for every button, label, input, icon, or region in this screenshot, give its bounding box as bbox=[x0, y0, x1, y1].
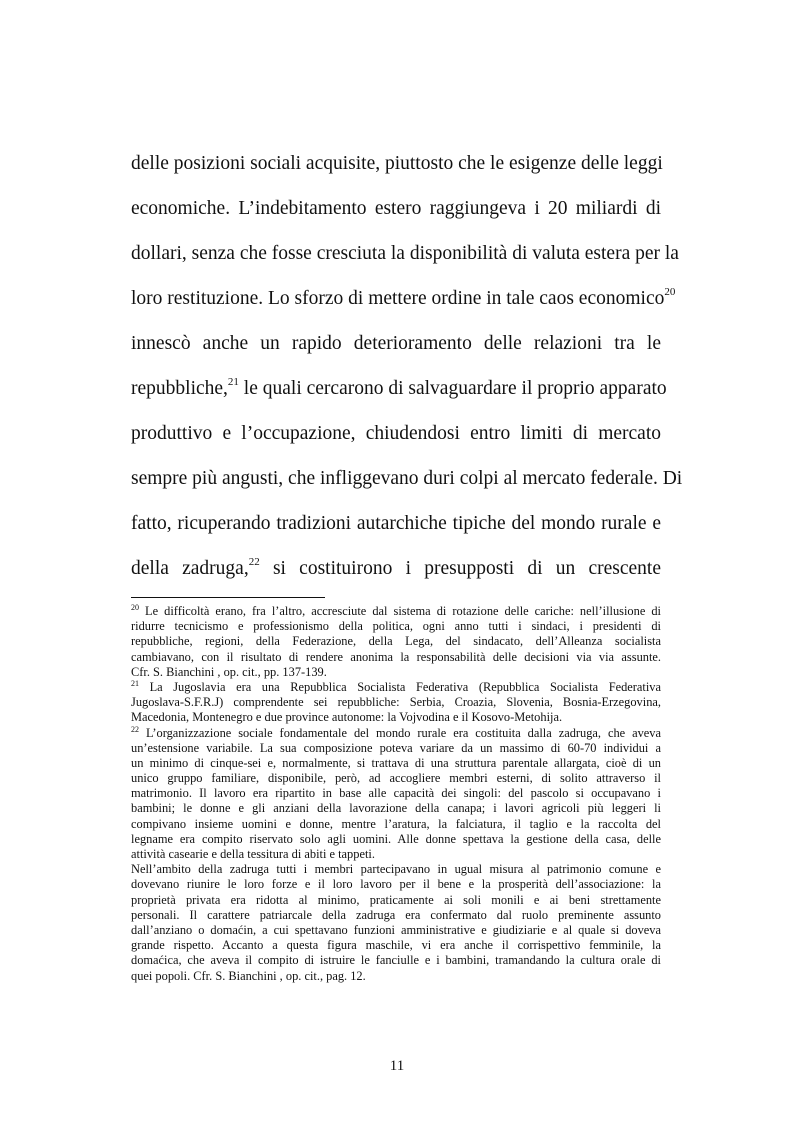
footnote-line: Macedonia, Montenegro e due province autonome: la Vojvodina e il Kosovo-Metohija. bbox=[131, 710, 563, 725]
body-text-line: sempre più angusti, che infliggevano duri colpi al mercato federale. Di bbox=[131, 468, 683, 489]
footnote-mark-21: 21 bbox=[131, 679, 139, 688]
footnote-mark-20: 20 bbox=[131, 604, 139, 612]
footnote-line: grande rispetto. Accanto a questa figura maschile, vi era anche il corrispettivo femminile, la bbox=[131, 938, 661, 953]
footnote-line: attività casearie e della tessitura di abiti e tappeti. bbox=[131, 847, 375, 861]
footnote-ref-22[interactable]: 22 bbox=[248, 556, 260, 568]
body-text-line bbox=[131, 557, 661, 581]
body-text-line bbox=[131, 376, 667, 401]
footnote-line: quei popoli. Cfr. S. Bianchini , op. cit., pag. 12. bbox=[131, 968, 366, 983]
body-text-segment: repubbliche, bbox=[131, 378, 228, 399]
footnote-line: domaćica, che aveva il compito di istruire le fanciulle e i bambini, tramandando la cultura orale di bbox=[131, 953, 661, 968]
footnote-line: legname era compito riservato solo agli uomini. Alle donne spettava la gestione della casa, delle bbox=[131, 831, 661, 846]
footnote-line: proprietà privata era ridotta al minimo, praticamente ai soli monili e ai beni strettamente bbox=[131, 892, 661, 907]
page-number: 11 bbox=[389, 1058, 405, 1074]
body-text-segment: della zadruga, bbox=[131, 558, 249, 579]
footnote-line: Nell’ambito della zadruga tutti i membri partecipavano in ugual misura al patrimonio comune e bbox=[131, 862, 661, 877]
footnote-separator bbox=[131, 597, 325, 598]
footnote-line: repubbliche, regioni, della Federazione, della Lega, del sindacato, dell’Alleanza socialista bbox=[131, 634, 661, 649]
body-text-line: delle posizioni sociali acquisite, piuttosto che le esigenze delle leggi bbox=[131, 153, 663, 174]
footnote-line: dall’anziano o domaćin, a cui spettavano funzioni amministrative e giudiziarie e al quale si doveva bbox=[131, 922, 661, 937]
footnotes bbox=[131, 604, 661, 984]
footnote-line: Jugoslava-S.F.R.J) comprendente sei repubbliche: Serbia, Croazia, Slovenia, Bosnia-Erzegovina, bbox=[131, 695, 661, 710]
footnote-line: dovevano riunire le loro forze e il loro lavoro per il bene e la prosperità dell’associazione: la bbox=[131, 877, 661, 892]
footnote-line: cambiavano, con il risultato di rendere anonima la responsabilità delle decisioni via via assunte. bbox=[131, 649, 661, 664]
footnote-line: $^{21}$ La Jugoslavia era una Repubblica Socialista Federativa (Repubblica Socialista Federativa bbox=[131, 679, 661, 694]
footnote-line: $^{22}$ L’organizzazione sociale fondamentale del mondo rurale era costituita dalla zadruga, che aveva bbox=[131, 725, 661, 740]
footnote-mark-22: 22 bbox=[131, 725, 139, 734]
body-text-segment: si costituirono i presupposti di un crescente bbox=[259, 558, 662, 579]
footnote-line: $^{20}$ Le difficoltà erano, fra l’altro, accresciute dal sistema di rotazione delle cariche: nell’illusione di bbox=[131, 604, 661, 618]
footnote-line: compivano insieme uomini e donne, mentre l’aratura, la falciatura, il taglio e la raccolta del bbox=[131, 816, 661, 831]
footnote-ref-21[interactable]: 21 bbox=[227, 376, 239, 388]
body-text-line: innescò anche un rapido deterioramento delle relazioni tra le bbox=[131, 333, 661, 354]
body-text-segment: loro restituzione. Lo sforzo di mettere ordine in tale caos economico bbox=[131, 288, 665, 309]
footnote-line: ridurre tecnicismo e professionismo della politica, ogni anno tutti i sindaci, i presidenti di bbox=[131, 619, 661, 634]
body-text-line: dollari, senza che fosse cresciuta la disponibilità di valuta estera per la bbox=[131, 243, 679, 264]
footnote-line: unico gruppo familiare, disponibile, però, ad accogliere membri esterni, di solito attraverso il bbox=[131, 771, 661, 786]
body-text-segment: le quali cercarono di salvaguardare il proprio apparato bbox=[238, 378, 667, 399]
footnote-line: personali. Il carattere patriarcale della zadruga era confermato dal ruolo preminente assunto bbox=[131, 907, 661, 922]
footnote-line: un’estensione variabile. La sua composizione poteva variare da un massimo di 60-70 individui a bbox=[131, 740, 661, 755]
body-text-line: economiche. L’indebitamento estero raggiungeva i 20 miliardi di bbox=[131, 198, 661, 219]
footnote-line: un minimo di cinque-sei e, normalmente, si trattava di una struttura parentale allargata, cioè di un bbox=[131, 755, 661, 770]
footnote-line: matrimonio. Il lavoro era ripartito in base alle capacità dei singoli: del pascolo si occupavano i bbox=[131, 786, 661, 801]
body-text-line: produttivo e l’occupazione, chiudendosi entro limiti di mercato bbox=[131, 423, 661, 444]
footnote-ref-20[interactable]: 20 bbox=[664, 286, 676, 298]
footnote-line: bambini; le donne e gli anziani della lavorazione della canapa; i lavori agricoli più leggeri li bbox=[131, 801, 661, 816]
footnote-line: Cfr. S. Bianchini , op. cit., pp. 137-139. bbox=[131, 664, 327, 679]
body-text-line: fatto, ricuperando tradizioni autarchiche tipiche del mondo rurale e bbox=[131, 513, 661, 534]
body-text-line bbox=[131, 286, 676, 311]
